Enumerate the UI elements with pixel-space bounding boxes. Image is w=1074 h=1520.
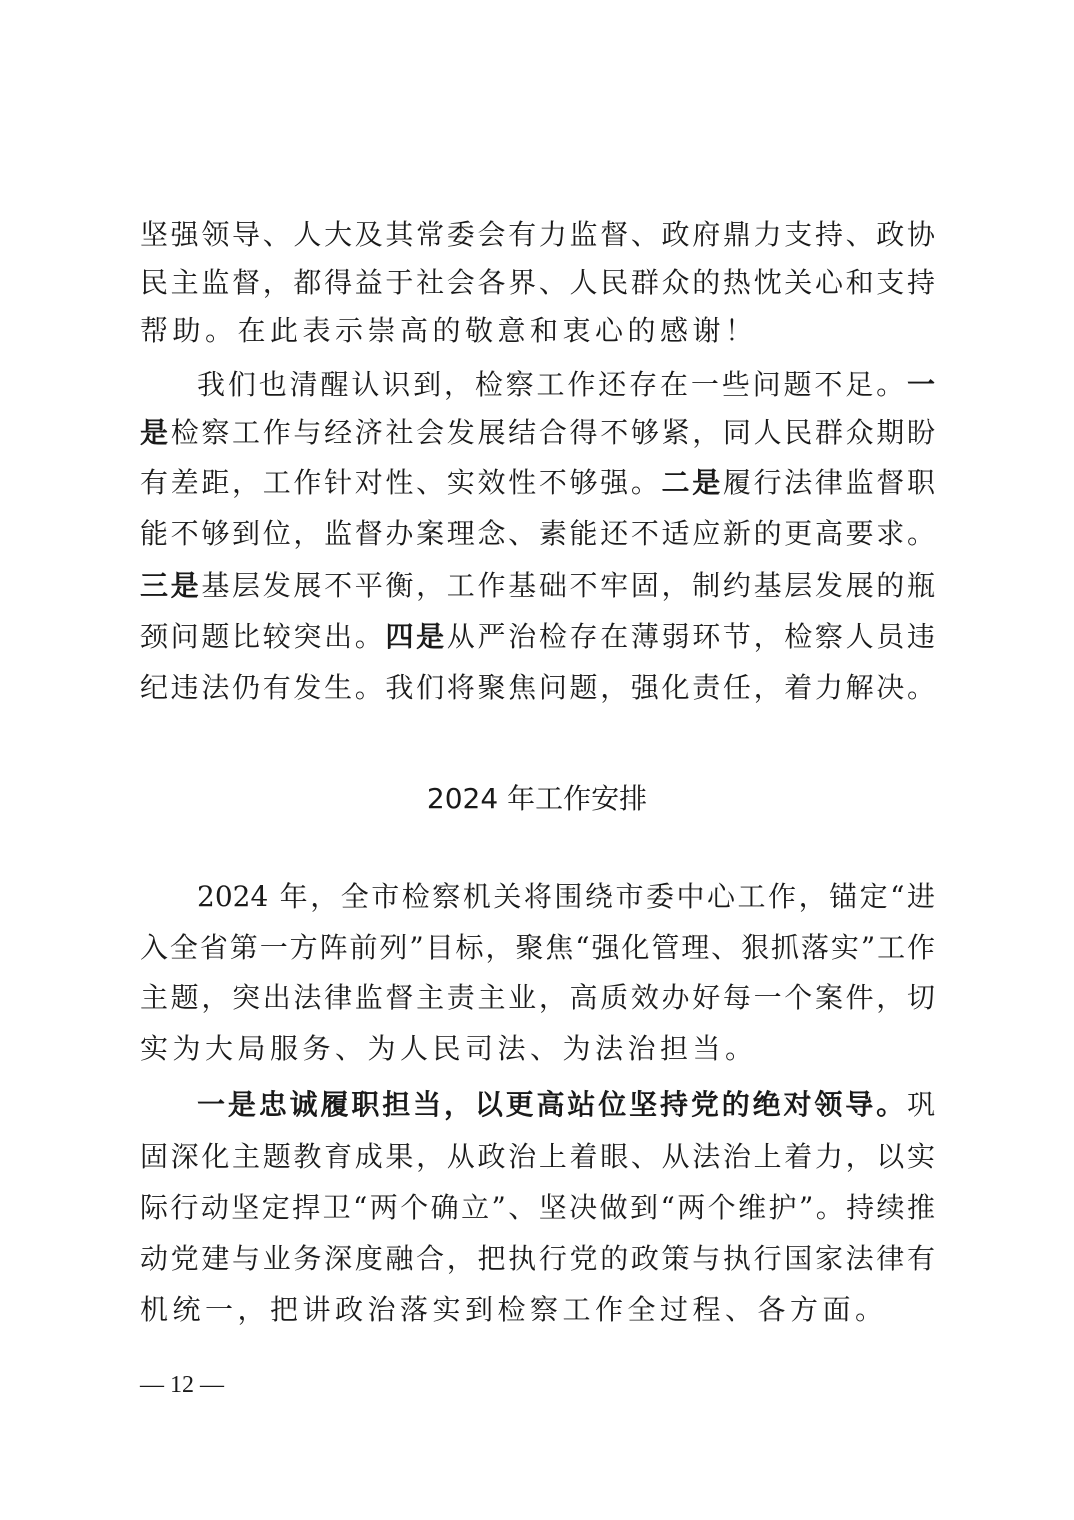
bold-label: 是: [140, 416, 171, 449]
bold-label: 一是忠诚履职担当，以更高站位坚持党的绝对领导。: [197, 1088, 907, 1121]
paragraph-line: 主题，突出法律监督主责主业，高质效办好每一个案件，切: [140, 981, 935, 1014]
bold-label: 三是: [140, 569, 202, 602]
section-heading: 2024 年工作安排: [426, 782, 648, 815]
body-text: 颈问题比较突出。: [140, 620, 386, 653]
body-text: 基层发展不平衡，工作基础不牢固，制约基层发展的瓶: [201, 569, 935, 602]
bold-label: 一: [906, 368, 935, 401]
body-text: 有差距，工作针对性、实效性不够强。: [140, 466, 662, 499]
page-number: — 12 —: [140, 1372, 224, 1398]
body-text: 履行法律监督职: [722, 466, 935, 499]
body-text: 检察工作与经济社会发展结合得不够紧，同人民群众期盼: [170, 416, 935, 449]
body-text: 巩: [906, 1088, 935, 1121]
paragraph-line: [140, 566, 935, 606]
body-text: 我们也清醒认识到，检察工作还存在一些问题不足。: [197, 368, 907, 401]
body-text: 从严治检存在薄弱环节，检察人员违: [446, 620, 935, 653]
paragraph-line: 实为大局服务、为人民司法、为法治担当。: [140, 1032, 758, 1065]
paragraph-line: [197, 365, 935, 405]
paragraph-line: 际行动坚定捍卫“两个确立”、坚决做到“两个维护”。持续推: [140, 1191, 935, 1224]
paragraph-line: 固深化主题教育成果，从政治上着眼、从法治上着力，以实: [140, 1140, 935, 1173]
paragraph-line: 入全省第一方阵前列”目标，聚焦“强化管理、狠抓落实”工作: [140, 931, 935, 964]
paragraph-line: 2024 年，全市检察机关将围绕市委中心工作，锚定“进: [197, 880, 935, 913]
paragraph-line: 坚强领导、人大及其常委会有力监督、政府鼎力支持、政协: [140, 218, 935, 251]
paragraph-line: [140, 617, 935, 657]
paragraph-line: [140, 463, 935, 503]
paragraph-line: [197, 1085, 935, 1125]
bold-label: 二是: [661, 466, 723, 499]
paragraph-line: 纪违法仍有发生。我们将聚焦问题，强化责任，着力解决。: [140, 671, 935, 704]
paragraph-line: 动党建与业务深度融合，把执行党的政策与执行国家法律有: [140, 1242, 935, 1275]
paragraph-line: 机统一，把讲政治落实到检察工作全过程、各方面。: [140, 1293, 888, 1326]
paragraph-line: 民主监督，都得益于社会各界、人民群众的热忱关心和支持: [140, 266, 935, 299]
paragraph-line: 帮助。在此表示崇高的敬意和衷心的感谢！: [140, 314, 758, 347]
paragraph-line: 能不够到位，监督办案理念、素能还不适应新的更高要求。: [140, 517, 935, 550]
bold-label: 四是: [385, 620, 447, 653]
paragraph-line: [140, 413, 935, 453]
